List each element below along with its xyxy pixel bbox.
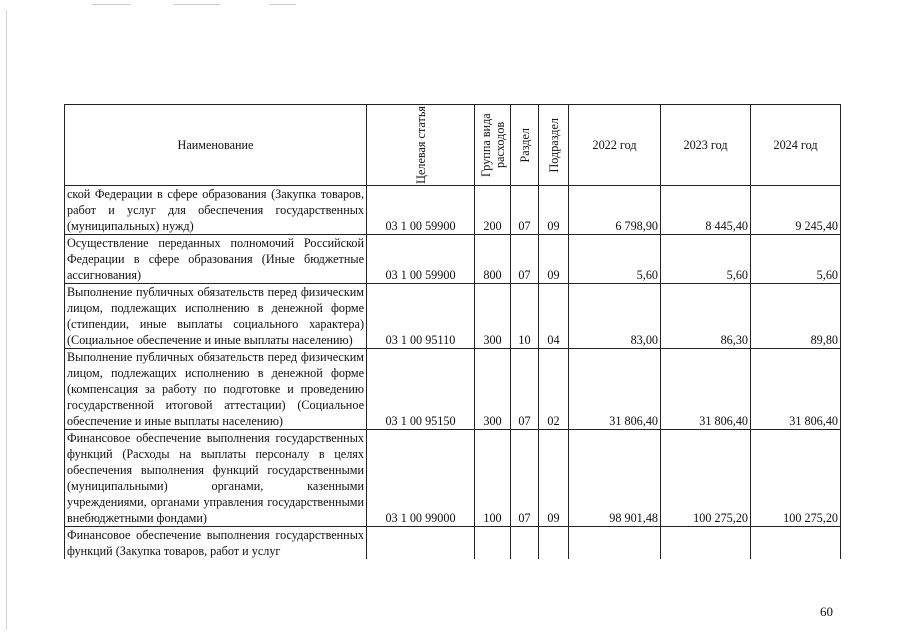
header-section-label: Раздел	[517, 127, 532, 163]
row-2022-cell: 83,00	[569, 284, 661, 349]
row-2023-cell	[661, 527, 751, 560]
row-section-cell: 07	[511, 186, 539, 235]
header-2022: 2022 год	[569, 105, 661, 186]
row-2024-cell	[751, 527, 841, 560]
row-2022-cell: 98 901,48	[569, 430, 661, 527]
row-name-cell: Финансовое обеспечение выполнения государственных функций (Закупка товаров, работ и услуг	[65, 527, 367, 560]
row-subsection-cell: 09	[539, 186, 569, 235]
row-2023-cell: 100 275,20	[661, 430, 751, 527]
row-2022-cell: 6 798,90	[569, 186, 661, 235]
row-2024-cell: 100 275,20	[751, 430, 841, 527]
row-2022-cell	[569, 527, 661, 560]
row-2024-cell: 5,60	[751, 235, 841, 284]
budget-table	[64, 104, 841, 559]
scan-margin-line	[6, 10, 7, 630]
row-2023-cell: 86,30	[661, 284, 751, 349]
row-name-cell: Осуществление переданных полномочий Российской Федерации в сфере образования (Иные бюджетные ассигнования)	[65, 235, 367, 284]
row-section-cell: 10	[511, 284, 539, 349]
header-name: Наименование	[65, 105, 367, 186]
row-subsection-cell	[539, 527, 569, 560]
row-expense-group-cell: 200	[475, 186, 511, 235]
row-2022-cell: 31 806,40	[569, 349, 661, 430]
row-expense-group-cell	[475, 527, 511, 560]
row-section-cell: 07	[511, 349, 539, 430]
row-2024-cell: 31 806,40	[751, 349, 841, 430]
row-section-cell	[511, 527, 539, 560]
row-target-article-cell: 03 1 00 99000	[367, 430, 475, 527]
table-row	[65, 430, 841, 527]
row-target-article-cell: 03 1 00 95150	[367, 349, 475, 430]
row-name-cell: Выполнение публичных обязательств перед физическим лицом, подлежащих исполнению в денежной форме (компенсация за работу по подготовке и проведению государственной итоговой аттестации) (Социальное обеспечение и иные выплаты населению)	[65, 349, 367, 430]
row-expense-group-cell: 100	[475, 430, 511, 527]
header-subsection-label: Подраздел	[546, 117, 561, 173]
row-subsection-cell: 04	[539, 284, 569, 349]
row-section-cell: 07	[511, 430, 539, 527]
row-target-article-cell: 03 1 00 59900	[367, 235, 475, 284]
header-target-article	[367, 105, 475, 186]
row-expense-group-cell: 800	[475, 235, 511, 284]
row-name-cell: ской Федерации в сфере образования (Закупка товаров, работ и услуг для обеспечения государственных (муниципальных) нужд)	[65, 186, 367, 235]
row-expense-group-cell: 300	[475, 349, 511, 430]
row-2023-cell: 31 806,40	[661, 349, 751, 430]
row-name-cell: Выполнение публичных обязательств перед физическим лицом, подлежащих исполнению в денежной форме (стипендии, иные выплаты социального характера) (Социальное обеспечение и иные выплаты населению)	[65, 284, 367, 349]
row-2023-cell: 5,60	[661, 235, 751, 284]
table-header-row	[65, 105, 841, 186]
row-2024-cell: 89,80	[751, 284, 841, 349]
row-target-article-cell: 03 1 00 59900	[367, 186, 475, 235]
table-row	[65, 186, 841, 235]
row-subsection-cell: 09	[539, 430, 569, 527]
table-row	[65, 284, 841, 349]
table-row	[65, 349, 841, 430]
header-subsection	[539, 105, 569, 186]
row-subsection-cell: 09	[539, 235, 569, 284]
header-target-article-label: Целевая статья	[413, 106, 428, 184]
header-expense-group-label: Группа вида расходов	[478, 113, 507, 177]
page-number: 60	[820, 604, 833, 619]
header-2023: 2023 год	[661, 105, 751, 186]
scan-top-marks	[92, 4, 312, 8]
row-2022-cell: 5,60	[569, 235, 661, 284]
row-2024-cell: 9 245,40	[751, 186, 841, 235]
header-expense-group	[475, 105, 511, 186]
header-2024: 2024 год	[751, 105, 841, 186]
row-2023-cell: 8 445,40	[661, 186, 751, 235]
row-name-cell: Финансовое обеспечение выполнения государственных функций (Расходы на выплаты персоналу в целях обеспечения выполнения функций государственными (муниципальными) органами, казенными учреждениями, органами управления государственными внебюджетными фондами)	[65, 430, 367, 527]
row-subsection-cell: 02	[539, 349, 569, 430]
table-row	[65, 235, 841, 284]
row-target-article-cell: 03 1 00 95110	[367, 284, 475, 349]
table-row	[65, 527, 841, 560]
row-expense-group-cell: 300	[475, 284, 511, 349]
row-section-cell: 07	[511, 235, 539, 284]
header-section	[511, 105, 539, 186]
row-target-article-cell	[367, 527, 475, 560]
